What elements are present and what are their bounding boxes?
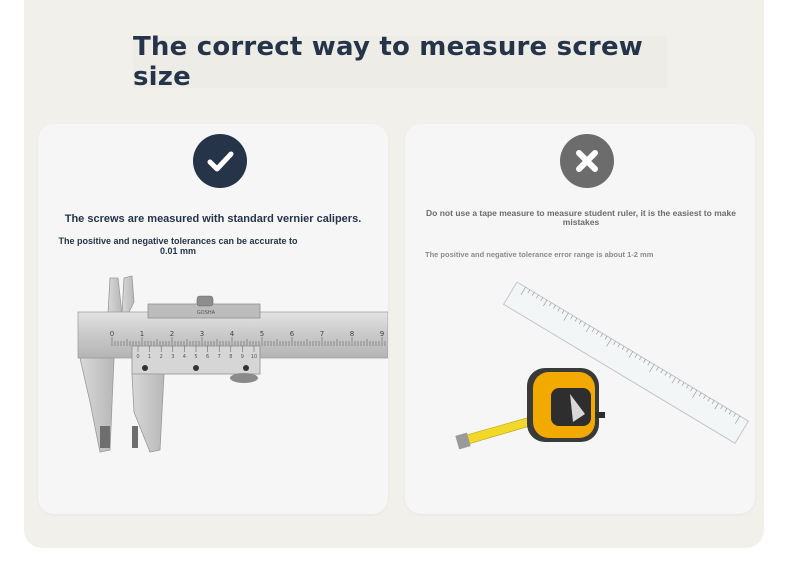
vernier-scale-label: 4: [182, 354, 186, 360]
main-scale-label: 9: [379, 330, 385, 338]
vernier-scale-label: 3: [171, 354, 175, 360]
page-title: The correct way to measure screw size: [133, 32, 644, 92]
vernier-scale-label: 10: [250, 354, 258, 360]
main-scale-label: 7: [319, 330, 325, 338]
wrong-method-tolerance: The positive and negative tolerance error range is about 1-2 mm: [425, 250, 654, 259]
main-scale-label: 4: [229, 330, 235, 338]
main-scale-label: 2: [169, 330, 175, 338]
main-scale-label: 0: [109, 330, 115, 338]
cross-badge: [560, 134, 614, 188]
main-scale-label: 8: [349, 330, 355, 338]
check-badge: [193, 134, 247, 188]
wrong-method-card: [405, 124, 755, 514]
main-scale-label: 5: [259, 330, 265, 338]
correct-method-card: [38, 124, 388, 514]
correct-method-headline: The screws are measured with standard vernier calipers.: [64, 213, 362, 225]
correct-method-tolerance: The positive and negative tolerances can be accurate to 0.01 mm: [58, 236, 298, 256]
main-scale-label: 1: [139, 330, 145, 338]
vernier-scale-label: 6: [206, 354, 210, 360]
tape-measure-and-ruler-image: [405, 274, 755, 514]
main-scale-label: 3: [199, 330, 205, 338]
vernier-scale-label: 8: [229, 354, 233, 360]
vernier-scale-label: 5: [194, 354, 198, 360]
vernier-scale-label: 2: [159, 354, 163, 360]
title-banner: [133, 32, 667, 92]
wrong-method-headline: Do not use a tape measure to measure student ruler, it is the easiest to make mistakes: [426, 208, 736, 227]
vernier-scale-label: 7: [217, 354, 221, 360]
vernier-scale-label: 1: [148, 354, 152, 360]
tape-measure-body: [527, 368, 605, 442]
caliper-brand-mark: GOSHA: [196, 310, 216, 316]
check-icon: [204, 145, 236, 177]
main-scale-label: 6: [289, 330, 295, 338]
vernier-caliper-image: [38, 272, 388, 472]
vernier-scale-label: 0: [136, 354, 140, 360]
cross-icon: [572, 146, 602, 176]
vernier-scale-label: 9: [240, 354, 244, 360]
